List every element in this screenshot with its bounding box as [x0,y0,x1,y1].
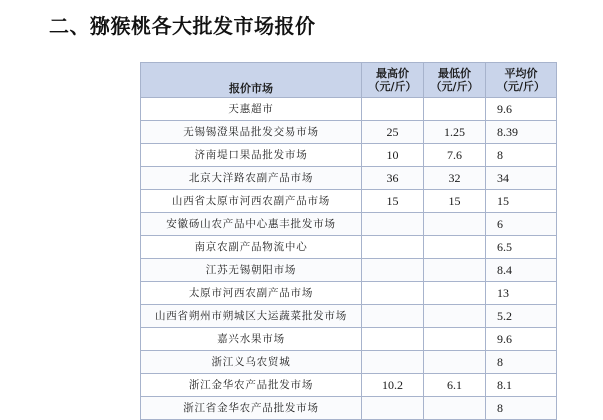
price-table [140,62,557,420]
avg-price-cell: 34 [486,167,557,190]
market-name-cell: 江苏无锡朝阳市场 [141,259,362,282]
header-market: 报价市场 [141,63,362,98]
table-row [141,121,557,144]
avg-price-cell: 6.5 [486,236,557,259]
avg-price-cell: 8.4 [486,259,557,282]
table-row [141,98,557,121]
table-row [141,282,557,305]
avg-price-cell: 15 [486,190,557,213]
table-row [141,374,557,397]
avg-price-cell: 5.2 [486,305,557,328]
min-price-cell: 6.1 [424,374,486,397]
max-price-cell [362,98,424,121]
min-price-cell [424,397,486,420]
min-price-cell [424,351,486,374]
avg-price-cell: 8 [486,351,557,374]
market-name-cell: 嘉兴水果市场 [141,328,362,351]
min-price-cell [424,305,486,328]
avg-price-cell: 6 [486,213,557,236]
max-price-cell: 15 [362,190,424,213]
table-row [141,397,557,420]
table-row [141,328,557,351]
market-name-cell: 天惠超市 [141,98,362,121]
table-row [141,305,557,328]
min-price-cell: 1.25 [424,121,486,144]
header-min-price: 最低价 （元/斤） [424,63,486,98]
avg-price-cell: 8 [486,144,557,167]
market-name-cell: 浙江省金华农产品批发市场 [141,397,362,420]
table-row [141,167,557,190]
max-price-cell: 10.2 [362,374,424,397]
max-price-cell [362,305,424,328]
max-price-cell [362,351,424,374]
max-price-cell: 10 [362,144,424,167]
min-price-cell [424,98,486,121]
avg-price-cell: 9.6 [486,98,557,121]
max-price-cell: 36 [362,167,424,190]
table-row [141,351,557,374]
table-row [141,144,557,167]
market-name-cell: 北京大洋路农副产品市场 [141,167,362,190]
max-price-cell [362,236,424,259]
min-price-cell [424,213,486,236]
price-table-container [140,62,556,420]
table-row [141,190,557,213]
min-price-cell: 7.6 [424,144,486,167]
market-name-cell: 无锡锡澄果品批发交易市场 [141,121,362,144]
max-price-cell [362,213,424,236]
avg-price-cell: 8.1 [486,374,557,397]
min-price-cell [424,259,486,282]
table-row [141,213,557,236]
section-heading: 二、猕猴桃各大批发市场报价 [49,14,316,38]
min-price-cell: 32 [424,167,486,190]
min-price-cell [424,236,486,259]
market-name-cell: 浙江义乌农贸城 [141,351,362,374]
max-price-cell [362,282,424,305]
max-price-cell: 25 [362,121,424,144]
avg-price-cell: 9.6 [486,328,557,351]
header-avg-price: 平均价 （元/斤） [486,63,557,98]
table-row [141,259,557,282]
table-header [141,63,557,98]
max-price-cell [362,328,424,351]
min-price-cell [424,282,486,305]
market-name-cell: 太原市河西农副产品市场 [141,282,362,305]
market-name-cell: 济南堤口果品批发市场 [141,144,362,167]
header-max-price: 最高价 （元/斤） [362,63,424,98]
table-body [141,98,557,420]
min-price-cell: 15 [424,190,486,213]
min-price-cell [424,328,486,351]
max-price-cell [362,259,424,282]
avg-price-cell: 13 [486,282,557,305]
avg-price-cell: 8.39 [486,121,557,144]
market-name-cell: 安徽砀山农产品中心惠丰批发市场 [141,213,362,236]
market-name-cell: 山西省朔州市朔城区大运蔬菜批发市场 [141,305,362,328]
table-row [141,236,557,259]
market-name-cell: 南京农副产品物流中心 [141,236,362,259]
market-name-cell: 山西省太原市河西农副产品市场 [141,190,362,213]
avg-price-cell: 8 [486,397,557,420]
market-name-cell: 浙江金华农产品批发市场 [141,374,362,397]
max-price-cell [362,397,424,420]
